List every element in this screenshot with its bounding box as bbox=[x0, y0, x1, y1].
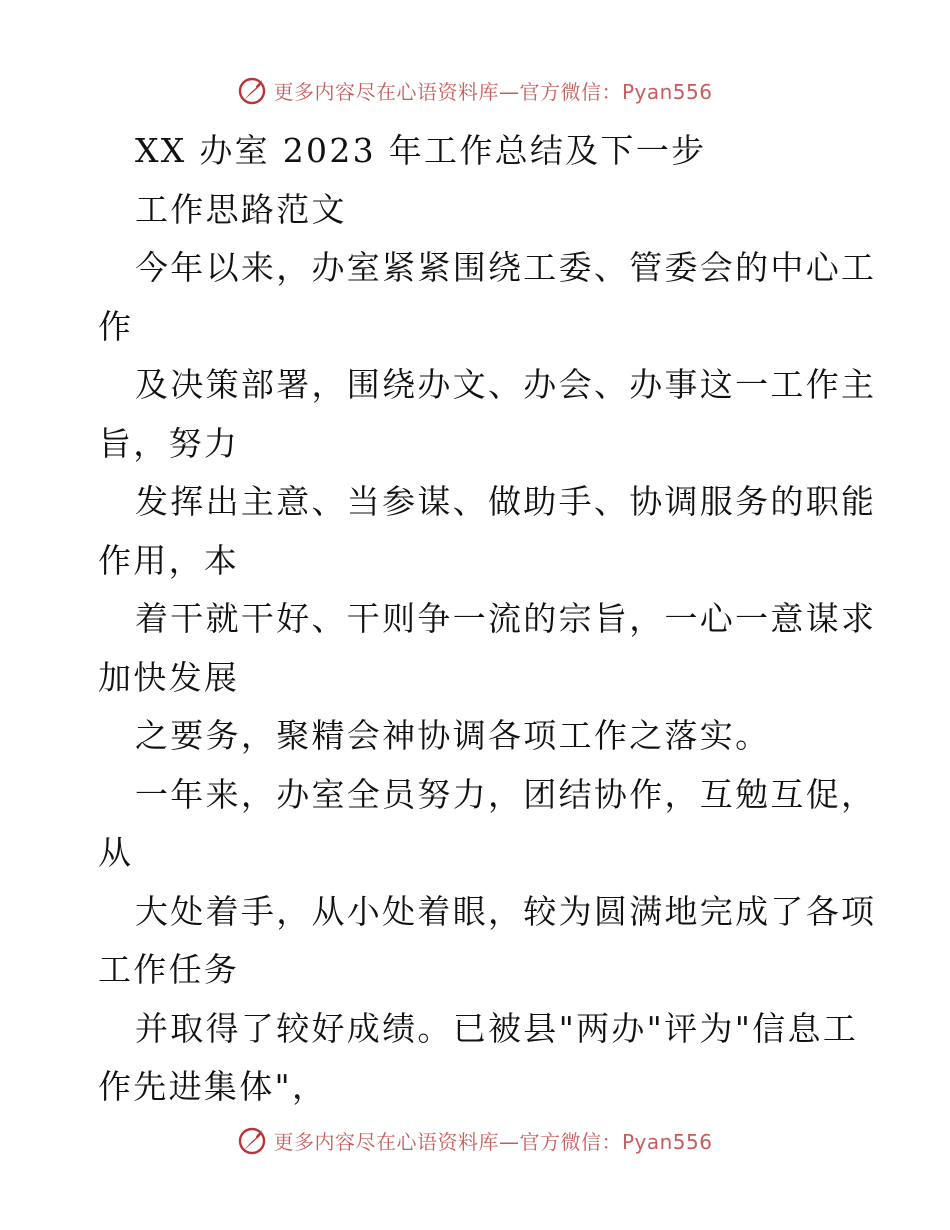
paragraph-line: 一年来，办室全员努力，团结协作，互勉互促， bbox=[135, 774, 877, 814]
paragraph-line: 旨，努力 bbox=[98, 423, 240, 463]
paragraph-line: 之要务，聚精会神协调各项工作之落实。 bbox=[135, 716, 771, 755]
paragraph-line: 作用，本 bbox=[98, 540, 240, 580]
watermark-site: 更多内容尽在心语资料库 bbox=[273, 1129, 499, 1154]
paragraph-line: 发挥出主意、当参谋、做助手、协调服务的职能 bbox=[135, 482, 877, 521]
quill-logo-icon bbox=[237, 1124, 269, 1156]
watermark-text bbox=[273, 76, 712, 105]
document-title-line: XX 办室 2023 年工作总结及下一步 bbox=[135, 131, 707, 170]
document-body bbox=[98, 122, 877, 1117]
paragraph-line: 大处着手，从小处着眼，较为圆满地完成了各项 bbox=[135, 891, 877, 931]
watermark-text bbox=[273, 1126, 712, 1155]
quill-logo-icon bbox=[237, 74, 269, 106]
paragraph-line: 今年以来，办室紧紧围绕工委、管委会的中心工 bbox=[135, 248, 877, 287]
paragraph-line: 从 bbox=[98, 833, 134, 872]
paragraph-line: 作先进集体"， bbox=[98, 1067, 328, 1106]
watermark-dash: — bbox=[498, 1129, 520, 1154]
paragraph-line: 并取得了较好成绩。已被县"两办"评为"信息工 bbox=[135, 1008, 859, 1048]
watermark-contact: 官方微信：Pyan556 bbox=[519, 1129, 713, 1154]
paragraph-line: 加快发展 bbox=[98, 657, 240, 697]
watermark-banner-top bbox=[0, 70, 950, 110]
paragraph-line: 作 bbox=[98, 306, 134, 346]
paragraph-line: 及决策部署，围绕办文、办会、办事这一工作主 bbox=[135, 365, 877, 404]
watermark-contact: 官方微信：Pyan556 bbox=[519, 79, 713, 104]
paragraph-line: 着干就干好、干则争一流的宗旨，一心一意谋求 bbox=[135, 599, 877, 638]
watermark-site: 更多内容尽在心语资料库 bbox=[273, 79, 499, 104]
document-title-line: 工作思路范文 bbox=[135, 189, 347, 229]
watermark-dash: — bbox=[498, 79, 520, 104]
paragraph-line: 工作任务 bbox=[98, 950, 240, 989]
watermark-banner-bottom bbox=[0, 1120, 950, 1160]
